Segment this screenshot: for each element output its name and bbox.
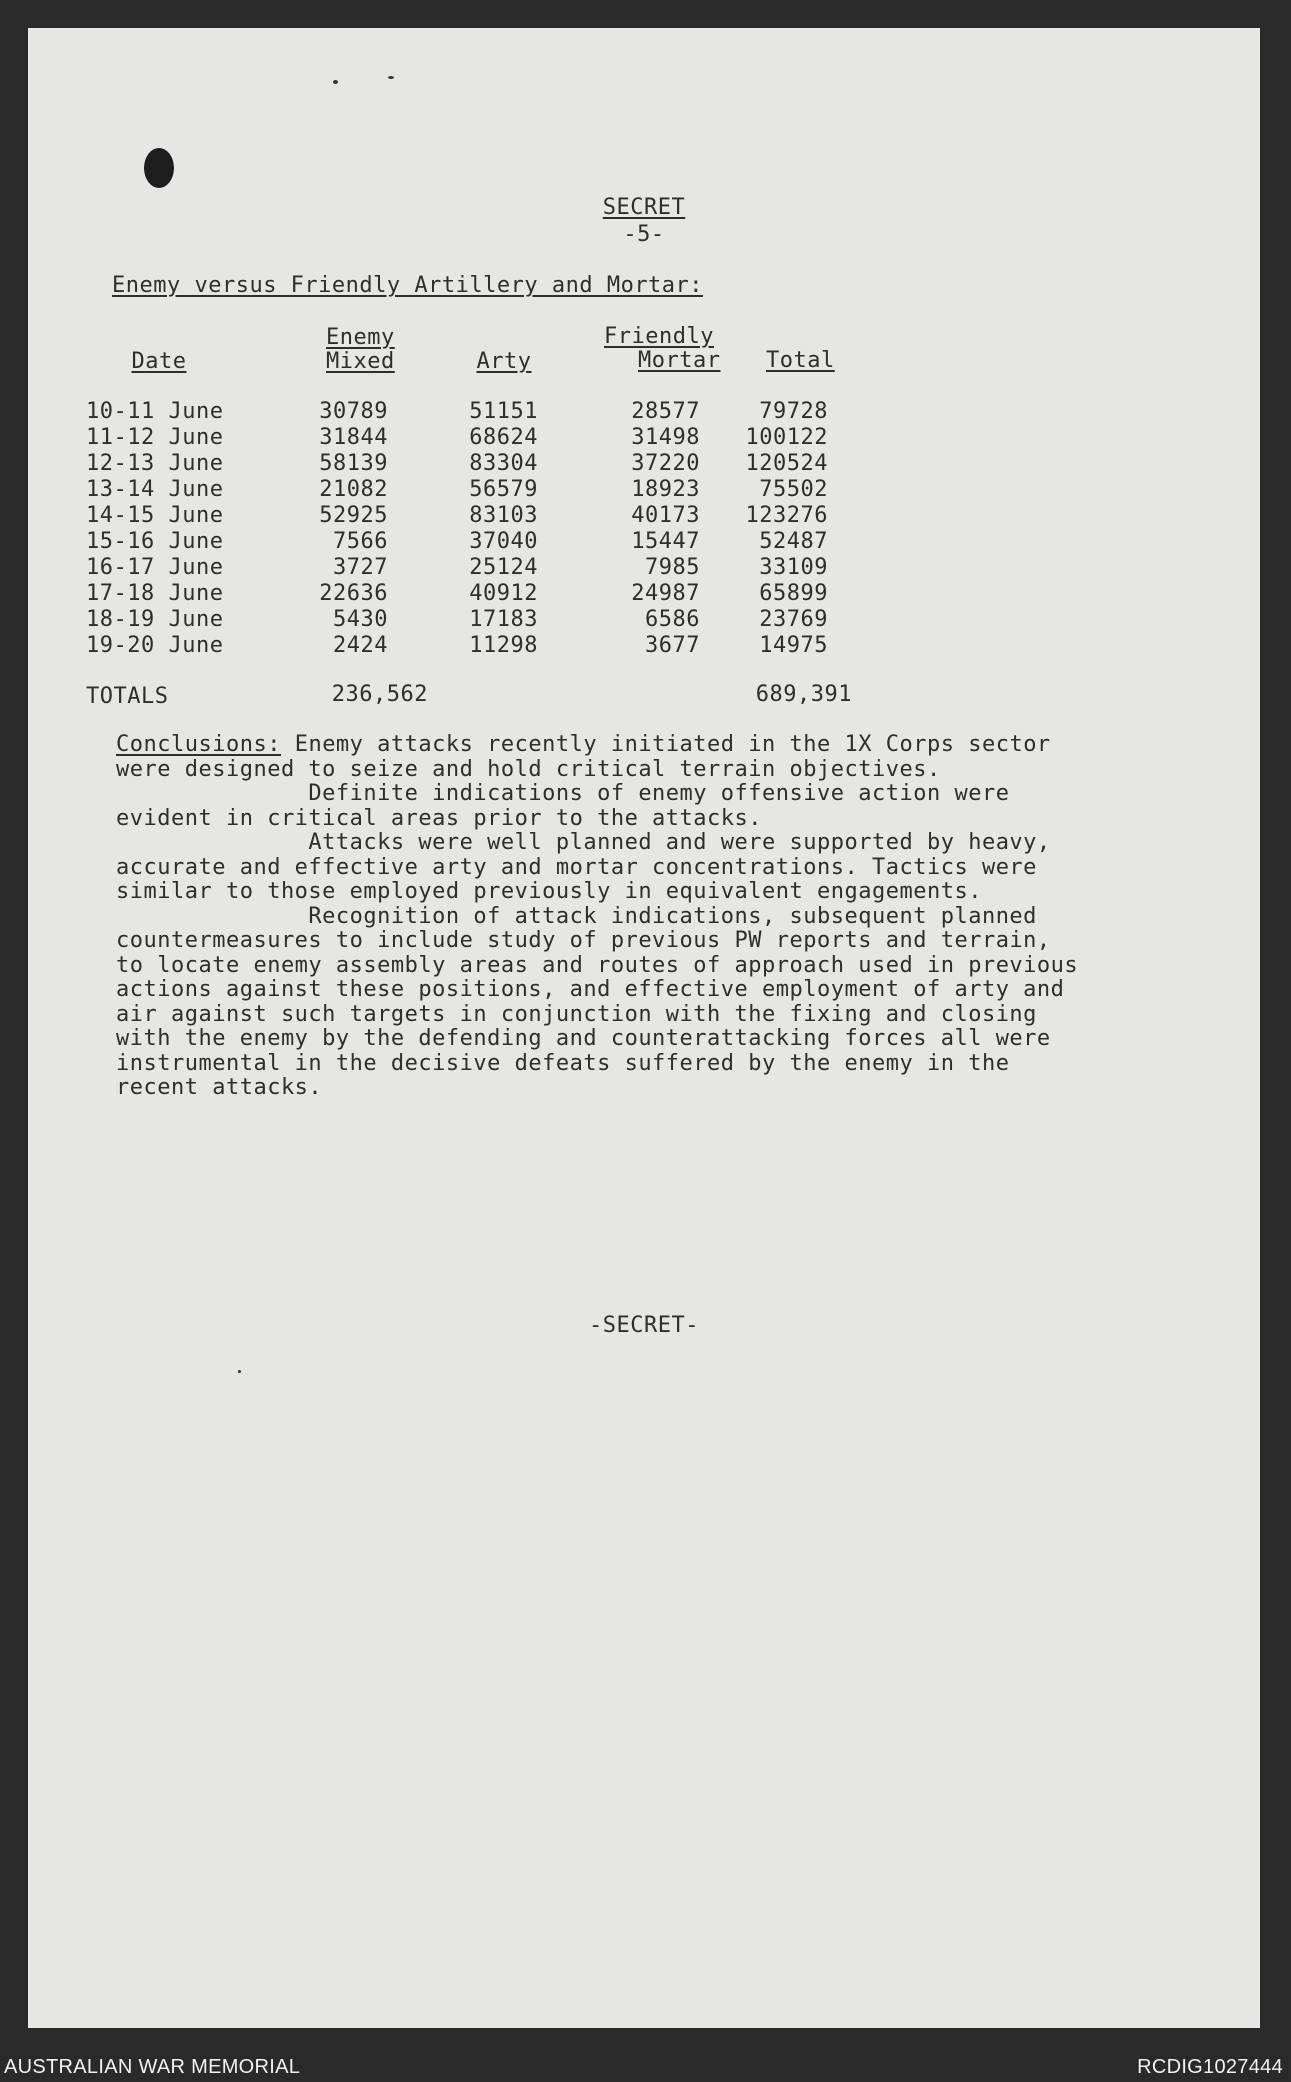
conclusions-line: Recognition of attack indications, subsequent planned bbox=[116, 903, 1037, 929]
header-date: Date bbox=[131, 349, 187, 374]
row-arty: 68624 bbox=[469, 425, 538, 450]
row-arty: 40912 bbox=[469, 581, 538, 606]
paper-speck bbox=[333, 80, 338, 84]
row-total: 75502 bbox=[759, 477, 828, 502]
conclusions-line: countermeasures to include study of previous PW reports and terrain, bbox=[116, 928, 1051, 953]
header-friendly: Friendly bbox=[604, 324, 714, 349]
conclusions-line-text: Enemy attacks recently initiated in the 1X Corps sector bbox=[280, 732, 1051, 757]
row-total: 120524 bbox=[745, 451, 828, 476]
document-page bbox=[28, 28, 1260, 2028]
row-total: 100122 bbox=[745, 425, 828, 450]
row-mixed: 7566 bbox=[333, 529, 388, 554]
conclusions-line: with the enemy by the defending and counterattacking forces all were bbox=[116, 1026, 1051, 1051]
header-arty: Arty bbox=[476, 349, 532, 374]
row-mixed: 22636 bbox=[319, 581, 388, 606]
header-total: Total bbox=[766, 348, 835, 373]
row-arty: 25124 bbox=[469, 555, 538, 580]
row-date: 16-17 June bbox=[86, 555, 224, 580]
row-mixed: 30789 bbox=[319, 399, 388, 424]
row-mixed: 31844 bbox=[319, 425, 388, 450]
conclusions-line: recent attacks. bbox=[116, 1075, 323, 1100]
row-mortar: 28577 bbox=[631, 399, 700, 424]
classification-top bbox=[28, 195, 1260, 220]
conclusions-paragraph bbox=[116, 733, 1206, 1101]
punch-hole bbox=[144, 148, 174, 188]
conclusions-line: instrumental in the decisive defeats suffered by the enemy in the bbox=[116, 1050, 1010, 1076]
row-date: 12-13 June bbox=[86, 451, 224, 476]
conclusions-line: air against such targets in conjunction with the fixing and closing bbox=[116, 1001, 1037, 1027]
conclusions-line: to locate enemy assembly areas and routes of approach used in previous bbox=[116, 952, 1079, 978]
classification-top-text: SECRET bbox=[602, 195, 686, 220]
row-mortar: 40173 bbox=[631, 503, 700, 528]
header-mixed: Mixed bbox=[326, 349, 395, 374]
row-mortar: 31498 bbox=[631, 425, 700, 450]
conclusions-line: actions against these positions, and effective employment of arty and bbox=[116, 977, 1065, 1002]
row-mortar: 6586 bbox=[645, 607, 700, 632]
row-arty: 37040 bbox=[469, 529, 538, 554]
row-mortar: 18923 bbox=[631, 477, 700, 502]
row-mortar: 7985 bbox=[645, 555, 700, 580]
row-arty: 56579 bbox=[469, 477, 538, 502]
row-total: 79728 bbox=[759, 399, 828, 424]
row-mixed: 21082 bbox=[319, 477, 388, 502]
row-mortar: 15447 bbox=[631, 529, 700, 554]
paper-speck bbox=[238, 1370, 241, 1373]
row-date: 11-12 June bbox=[86, 425, 224, 450]
row-mixed: 58139 bbox=[319, 451, 388, 476]
row-arty: 17183 bbox=[469, 607, 538, 632]
conclusions-line: Attacks were well planned and were supported by heavy, bbox=[116, 830, 1051, 855]
row-date: 18-19 June bbox=[86, 607, 224, 632]
totals-mixed: 236,562 bbox=[331, 682, 428, 707]
totals-total: 689,391 bbox=[755, 682, 852, 707]
row-arty: 51151 bbox=[469, 399, 538, 424]
row-total: 14975 bbox=[759, 633, 828, 658]
row-total: 52487 bbox=[759, 529, 828, 554]
row-mortar: 3677 bbox=[645, 633, 700, 658]
section-title: Enemy versus Friendly Artillery and Mortar: bbox=[112, 273, 704, 298]
row-date: 10-11 June bbox=[86, 399, 224, 424]
page-number: -5- bbox=[623, 222, 665, 247]
conclusions-line: evident in critical areas prior to the attacks. bbox=[116, 805, 763, 831]
row-mixed: 2424 bbox=[333, 633, 388, 658]
row-date: 15-16 June bbox=[86, 529, 224, 554]
header-enemy: Enemy bbox=[326, 325, 395, 350]
conclusions-line: similar to those employed previously in equivalent engagements. bbox=[116, 879, 982, 904]
row-date: 14-15 June bbox=[86, 503, 224, 528]
row-mixed: 5430 bbox=[333, 607, 388, 632]
row-total: 65899 bbox=[759, 581, 828, 606]
row-date: 17-18 June bbox=[86, 581, 224, 606]
row-total: 123276 bbox=[745, 503, 828, 528]
row-mortar: 24987 bbox=[631, 581, 700, 606]
conclusions-line: Definite indications of enemy offensive action were bbox=[116, 781, 1010, 806]
footer-id: RCDIG1027444 bbox=[1137, 2056, 1283, 2078]
conclusions-line: accurate and effective arty and mortar concentrations. Tactics were bbox=[116, 854, 1037, 880]
conclusions-line: were designed to seize and hold critical terrain objectives. bbox=[116, 756, 941, 782]
row-date: 13-14 June bbox=[86, 477, 224, 502]
row-total: 33109 bbox=[759, 555, 828, 580]
row-date: 19-20 June bbox=[86, 633, 224, 658]
header-mortar: Mortar bbox=[638, 348, 721, 373]
row-arty: 11298 bbox=[469, 633, 538, 658]
footer-source: AUSTRALIAN WAR MEMORIAL bbox=[4, 2056, 301, 2078]
row-mixed: 52925 bbox=[319, 503, 388, 528]
row-arty: 83304 bbox=[469, 451, 538, 476]
conclusions-label: Conclusions: bbox=[116, 732, 281, 757]
row-mixed: 3727 bbox=[333, 555, 388, 580]
row-mortar: 37220 bbox=[631, 451, 700, 476]
classification-bottom: -SECRET- bbox=[589, 1313, 699, 1338]
row-total: 23769 bbox=[759, 607, 828, 632]
paper-speck bbox=[388, 76, 394, 79]
conclusions-line bbox=[116, 733, 1206, 758]
totals-label: TOTALS bbox=[86, 684, 169, 709]
row-arty: 83103 bbox=[469, 503, 538, 528]
